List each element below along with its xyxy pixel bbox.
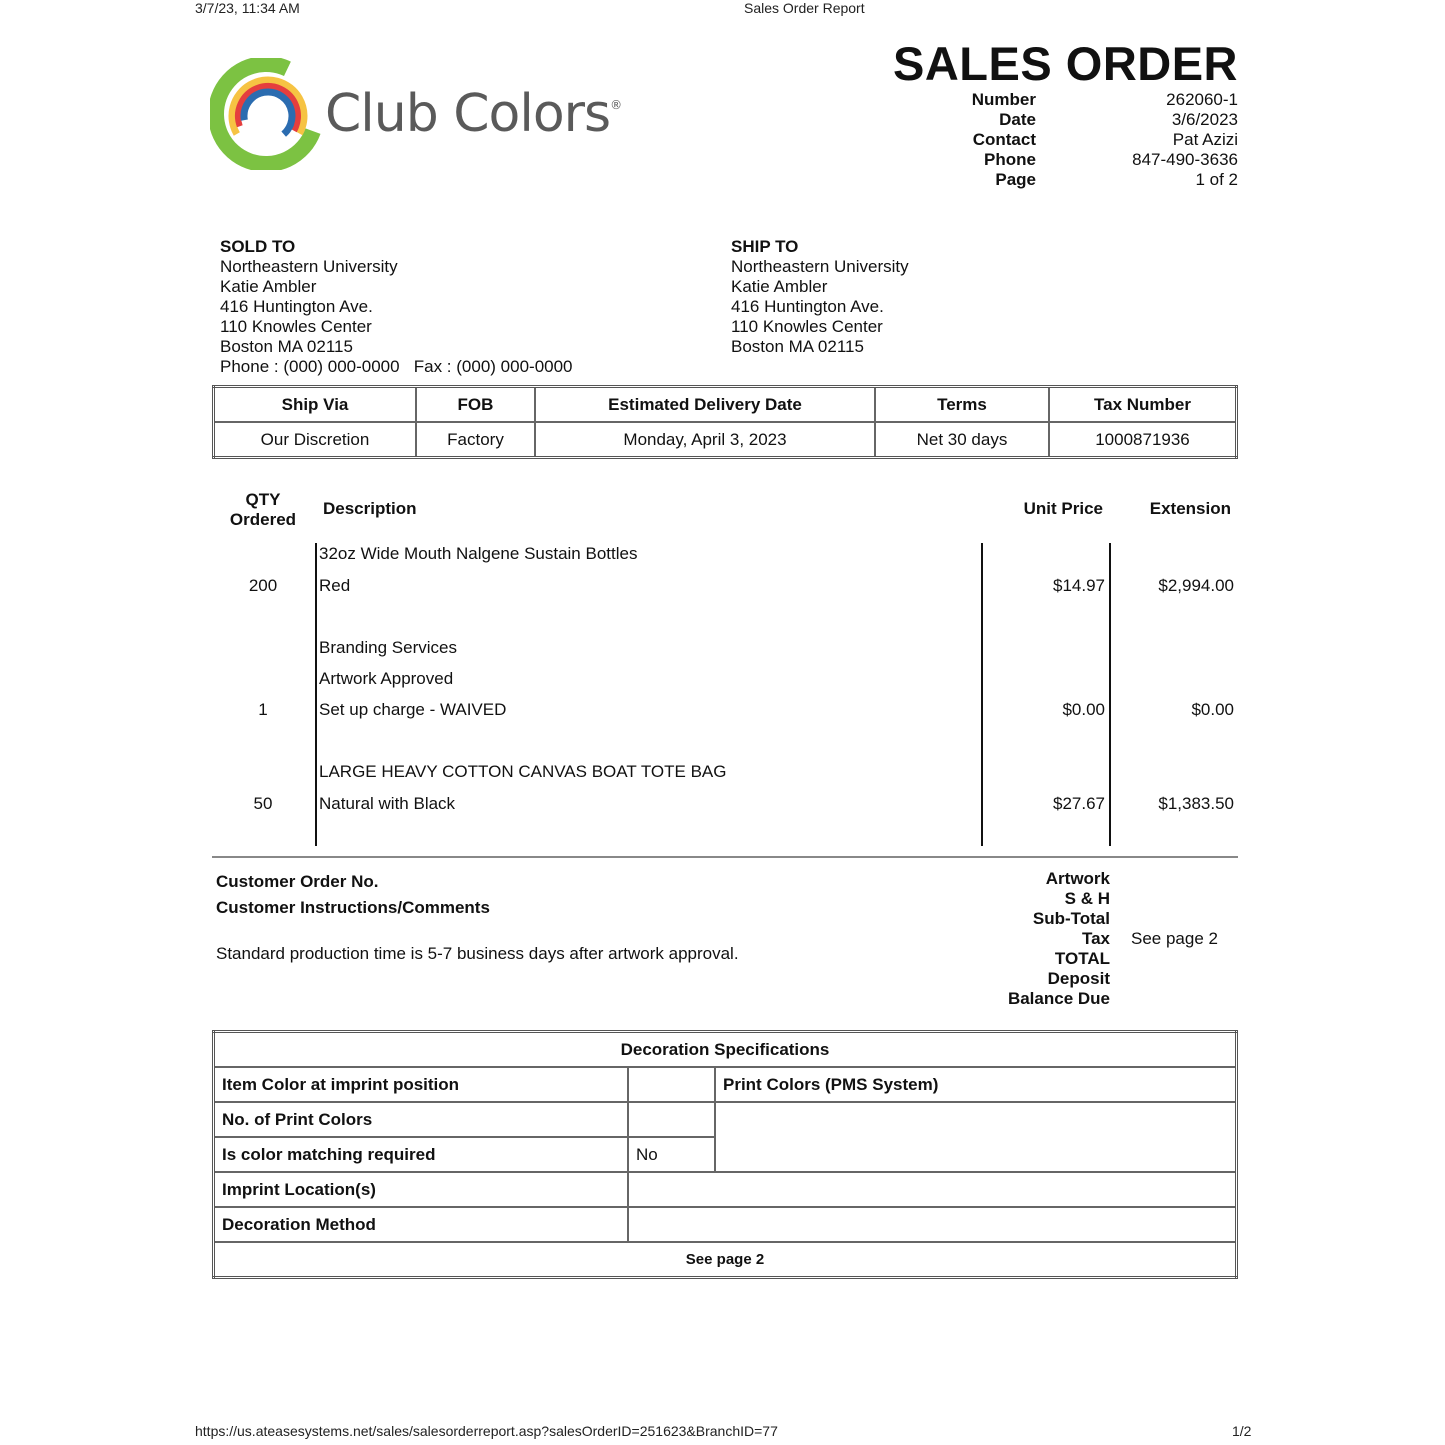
sold-to-line: Boston MA 02115 [220, 337, 353, 356]
ship-to-line: Northeastern University [731, 257, 909, 276]
num-print-colors-label: No. of Print Colors [214, 1102, 629, 1137]
item-description-line: Branding Services [319, 638, 457, 657]
qty-header-line1: QTY [245, 490, 281, 509]
meta-value-contact: Pat Azizi [1172, 130, 1238, 149]
brand-name-text: Club Colors [325, 84, 611, 144]
meta-label-page: Page [995, 170, 1036, 189]
shipping-header: Estimated Delivery Date [535, 387, 875, 423]
color-matching-label: Is color matching required [214, 1137, 629, 1172]
print-page-title: Sales Order Report [744, 0, 865, 16]
customer-comment: Standard production time is 5-7 business days after artwork approval. [216, 944, 739, 963]
shipping-header: Terms [875, 387, 1049, 423]
shipping-header: FOB [416, 387, 535, 423]
ship-to-block [731, 237, 909, 357]
print-colors-value [715, 1102, 1237, 1172]
item-description-line: Set up charge - WAIVED [319, 700, 507, 719]
item-color-value [628, 1067, 715, 1102]
description-header: Description [323, 499, 417, 518]
ship-to-heading: SHIP TO [731, 237, 799, 256]
shipping-table [212, 385, 1238, 459]
qty-header-line2: Ordered [229, 510, 297, 529]
meta-value-number: 262060-1 [1166, 90, 1238, 109]
sold-to-line: Northeastern University [220, 257, 398, 276]
decoration-table [212, 1030, 1238, 1279]
totals-label-sh: S & H [1064, 889, 1110, 908]
registered-mark: ® [610, 98, 622, 112]
sold-to-phone-fax: Phone : (000) 000-0000 Fax : (000) 000-0000 [220, 357, 573, 376]
sold-to-line: 110 Knowles Center [220, 317, 372, 336]
item-extension: $0.00 [1191, 700, 1234, 719]
item-extension: $1,383.50 [1158, 794, 1234, 813]
totals-label-tax: Tax [1081, 929, 1110, 948]
imprint-location-value [628, 1172, 1237, 1207]
qty-header [213, 490, 313, 530]
meta-label-date: Date [999, 110, 1036, 129]
customer-order-label: Customer Order No. [216, 872, 379, 891]
shipping-value: Monday, April 3, 2023 [535, 422, 875, 458]
meta-value-phone: 847-490-3636 [1132, 150, 1238, 169]
item-qty: 50 [253, 794, 273, 813]
print-page-counter: 1/2 [1232, 1423, 1252, 1439]
extension-header: Extension [1149, 499, 1231, 518]
item-color-label: Item Color at imprint position [214, 1067, 629, 1102]
decoration-footer: See page 2 [214, 1242, 1237, 1278]
ship-to-line: 110 Knowles Center [731, 317, 883, 336]
item-qty: 200 [248, 576, 278, 595]
totals-label-balance-due: Balance Due [1007, 989, 1110, 1008]
item-description-line: 32oz Wide Mouth Nalgene Sustain Bottles [319, 544, 638, 563]
item-description-line: Natural with Black [319, 794, 456, 813]
brand-name [325, 84, 621, 144]
item-qty: 1 [258, 700, 268, 719]
shipping-header: Tax Number [1049, 387, 1237, 423]
totals-label-subtotal: Sub-Total [1032, 909, 1110, 928]
column-divider [981, 543, 983, 846]
sold-to-line: 416 Huntington Ave. [220, 297, 373, 316]
ship-to-line: 416 Huntington Ave. [731, 297, 884, 316]
print-timestamp: 3/7/23, 11:34 AM [195, 0, 300, 16]
meta-value-date: 3/6/2023 [1171, 110, 1238, 129]
unit-price-header: Unit Price [1023, 499, 1103, 518]
ship-to-line: Katie Ambler [731, 277, 828, 296]
item-description-line: LARGE HEAVY COTTON CANVAS BOAT TOTE BAG [319, 762, 727, 781]
item-description-line: Artwork Approved [319, 669, 454, 688]
item-unit-price: $14.97 [1053, 576, 1105, 595]
decoration-title: Decoration Specifications [214, 1032, 1237, 1068]
decoration-method-label: Decoration Method [214, 1207, 629, 1242]
imprint-location-label: Imprint Location(s) [214, 1172, 629, 1207]
column-divider [1109, 543, 1111, 846]
customer-instructions-label: Customer Instructions/Comments [216, 898, 490, 917]
item-description-line: Red [319, 576, 351, 595]
document-title: SALES ORDER [893, 37, 1238, 90]
item-extension: $2,994.00 [1158, 576, 1234, 595]
shipping-value: Our Discretion [214, 422, 417, 458]
meta-label-number: Number [971, 90, 1036, 109]
meta-value-page: 1 of 2 [1195, 170, 1238, 189]
totals-label-total: TOTAL [1054, 949, 1110, 968]
item-unit-price: $0.00 [1062, 700, 1105, 719]
totals-label-deposit: Deposit [1047, 969, 1110, 988]
items-divider [212, 856, 1238, 858]
totals-label-artwork: Artwork [1045, 869, 1110, 888]
shipping-header: Ship Via [214, 387, 417, 423]
shipping-value: Net 30 days [875, 422, 1049, 458]
sold-to-heading: SOLD TO [220, 237, 296, 256]
shipping-value: 1000871936 [1049, 422, 1237, 458]
print-colors-label: Print Colors (PMS System) [715, 1067, 1237, 1102]
decoration-method-value [628, 1207, 1237, 1242]
num-print-colors-value [628, 1102, 715, 1137]
sold-to-block [220, 237, 573, 377]
shipping-value: Factory [416, 422, 535, 458]
color-matching-value: No [628, 1137, 715, 1172]
club-colors-logo-icon [210, 58, 322, 170]
ship-to-line: Boston MA 02115 [731, 337, 864, 356]
print-url: https://us.ateasesystems.net/sales/salesorderreport.asp?salesOrderID=251623&BranchID=77 [195, 1423, 778, 1439]
meta-label-contact: Contact [972, 130, 1036, 149]
totals-labels [960, 869, 1110, 1009]
totals-note: See page 2 [1131, 929, 1218, 948]
sold-to-line: Katie Ambler [220, 277, 317, 296]
column-divider [315, 543, 317, 846]
item-unit-price: $27.67 [1053, 794, 1105, 813]
meta-label-phone: Phone [984, 150, 1036, 169]
